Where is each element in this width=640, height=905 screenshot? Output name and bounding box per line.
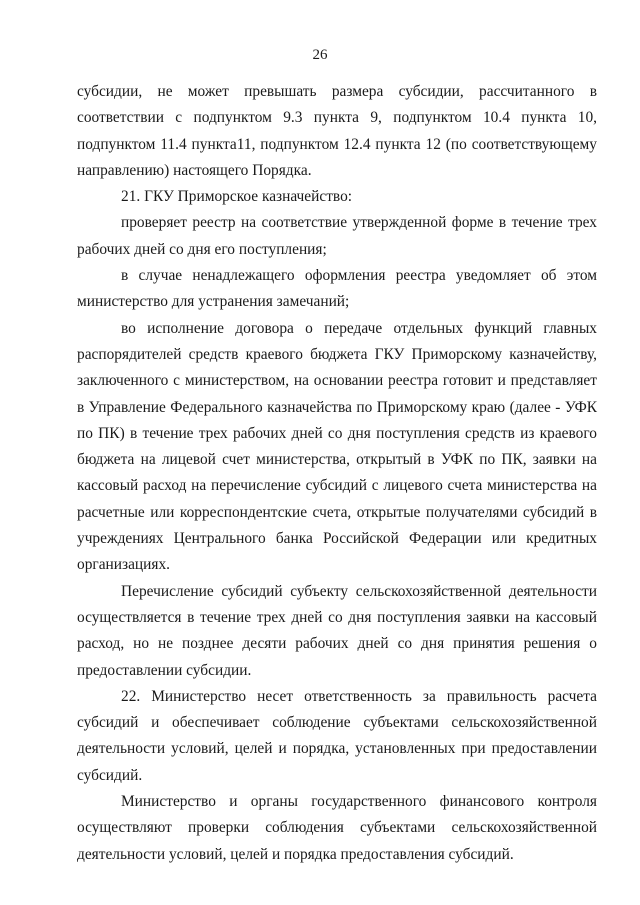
paragraph-item-21-heading: 21. ГКУ Приморское казначейство:: [121, 188, 353, 206]
paragraph-item-22-responsibility: 22. Министерство несет ответственность за правильность расчета субсидий и обеспечивает соблюдение субъектами сельскохозяйственной деятельности условий, целей и порядка, установленных при предоставлении субсидий.: [77, 687, 597, 784]
paragraph-treasury-requests: во исполнение договора о передаче отдельных функций главных распорядителей средств краевого бюджета ГКУ Приморскому казначейству, заключенного с министерством, на основании реестра готовит и представляет в Управление Федерального казначейства по Приморскому краю (далее - УФК по ПК) в течение трех рабочих дней со дня поступления средств из краевого бюджета на лицевой счет министерства, открытый в УФК по ПК, заявки на кассовый расход на перечисление субсидий с лицевого счета министерства на расчетные или корреспондентские счета, открытые получателями субсидий в учреждениях Центрального банка Российской Федерации или кредитных организациях.: [77, 319, 597, 574]
paragraph-registry-notice: в случае ненадлежащего оформления реестра уведомляет об этом министерство для устранения замечаний;: [77, 267, 597, 311]
paragraph-registry-check: проверяет реестр на соответствие утвержденной форме в течение трех рабочих дней со дня его поступления;: [77, 214, 597, 258]
page-number: 26: [312, 47, 328, 63]
paragraph-control-checks: Министерство и органы государственного финансового контроля осуществляют проверки соблюдения субъектами сельскохозяйственной деятельности условий, целей и порядка предоставления субсидий.: [77, 793, 597, 863]
paragraph-subsidy-limit: субсидии, не может превышать размера субсидии, рассчитанного в соответствии с подпунктом 9.3 пункта 9, подпунктом 10.4 пункта 10, подпунктом 11.4 пункта11, подпунктом 12.4 пункта 12 (по соответствующему направлению) настоящего Порядка.: [77, 83, 597, 179]
document-body: [77, 79, 597, 868]
paragraph-subsidy-transfer: Перечисление субсидий субъекту сельскохозяйственной деятельности осуществляется в течение трех дней со дня поступления заявки на кассовый расход, но не позднее десяти рабочих дней со дня принятия решения о предоставлении субсидии.: [77, 582, 597, 679]
